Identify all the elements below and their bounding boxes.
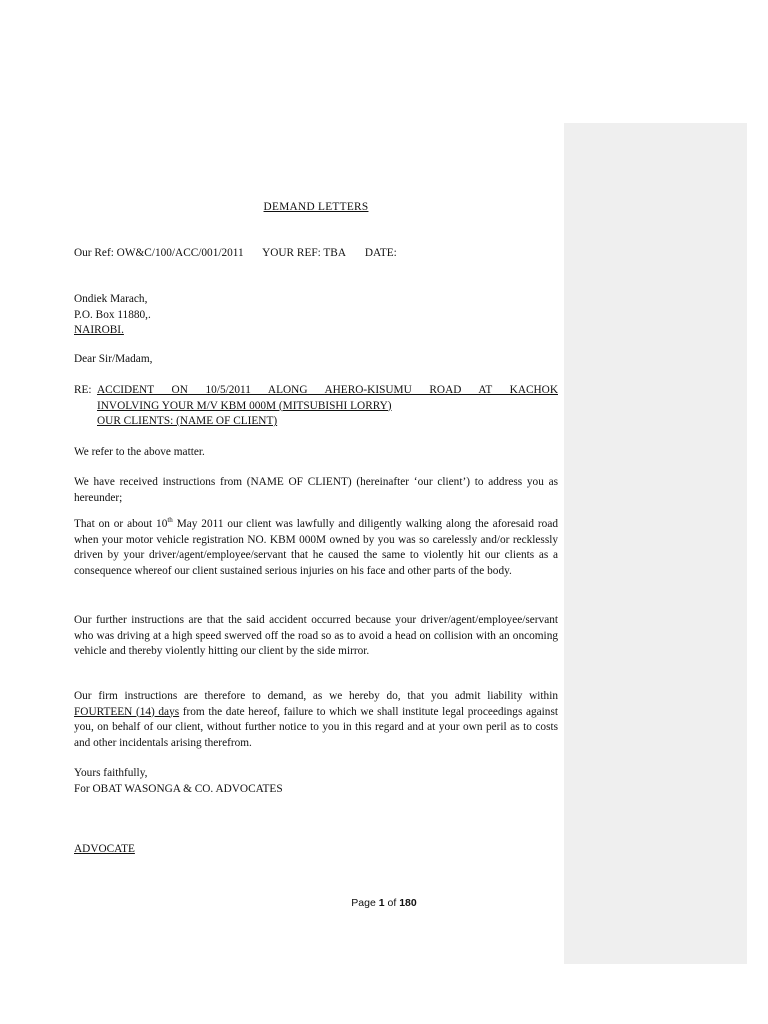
reference-line	[74, 246, 413, 262]
re-line-3: OUR CLIENTS: (NAME OF CLIENT)	[97, 415, 278, 427]
deadline-emphasis: FOURTEEN (14) days	[74, 705, 180, 718]
page-word: Page	[351, 897, 376, 909]
re-block	[74, 383, 558, 430]
paragraph-2: We have received instructions from (NAME OF CLIENT) (hereinafter ‘our client’) to address you as hereunder;	[74, 476, 558, 504]
paragraph-3-rest: May 2011 our client was lawfully and diligently walking along the aforesaid road when your motor vehicle registration NO. KBM 000M owned by you was so carelessly and/or recklessly driven by your driver/agent/employee/servant that he caused the same to violently hit our clients as a consequence whereof our client sustained serious injuries on his face and other parts of the body.	[74, 518, 558, 577]
our-ref: Our Ref: OW&C/100/ACC/001/2011	[74, 247, 244, 259]
signature-label: ADVOCATE	[74, 843, 135, 855]
comment-pane	[564, 123, 747, 964]
re-label: RE:	[74, 384, 92, 396]
paragraph-1: We refer to the above matter.	[74, 446, 205, 458]
your-ref: YOUR REF: TBA	[262, 247, 346, 259]
closing-block	[74, 766, 283, 797]
ordinal-suffix: th	[167, 516, 173, 525]
closing-line-2: For OBAT WASONGA & CO. ADVOCATES	[74, 782, 283, 795]
addressee-block	[74, 292, 151, 339]
salutation: Dear Sir/Madam,	[74, 353, 153, 365]
document-title: DEMAND LETTERS	[263, 201, 369, 213]
paragraph-3-start: That on or about 10	[74, 518, 168, 530]
paragraph-5-start: Our firm instructions are therefore to demand, as we hereby do, that you admit liability within	[74, 690, 558, 702]
page-footer	[0, 897, 768, 909]
closing-line-1: Yours faithfully,	[74, 767, 148, 779]
page-current: 1	[378, 897, 385, 909]
page-total: 180	[399, 897, 417, 909]
date-label: DATE:	[364, 247, 397, 259]
addressee-box: P.O. Box 11880,.	[74, 308, 151, 321]
addressee-name: Ondiek Marach,	[74, 293, 148, 305]
re-line-1: ACCIDENT ON 10/5/2011 ALONG AHERO-KISUMU ROAD AT KACHOK	[97, 384, 558, 396]
paragraph-5	[74, 689, 558, 751]
paragraph-3	[74, 517, 558, 579]
paragraph-4: Our further instructions are that the said accident occurred because your driver/agent/employee/servant who was driving at a high speed swerved off the road so as to avoid a head on collision with an oncoming vehicle and thereby violently hitting our client by the side mirror.	[74, 614, 558, 657]
of-word: of	[387, 897, 397, 909]
addressee-city: NAIROBI.	[74, 324, 124, 336]
re-line-2: INVOLVING YOUR M/V KBM 000M (MITSUBISHI LORRY)	[97, 399, 392, 412]
paragraph-5-rest: from the date hereof, failure to which we shall institute legal proceedings against you, on behalf of our client, without further notice to you in this regard and at your own peril as to costs and other incidentals arising therefrom.	[74, 705, 558, 749]
